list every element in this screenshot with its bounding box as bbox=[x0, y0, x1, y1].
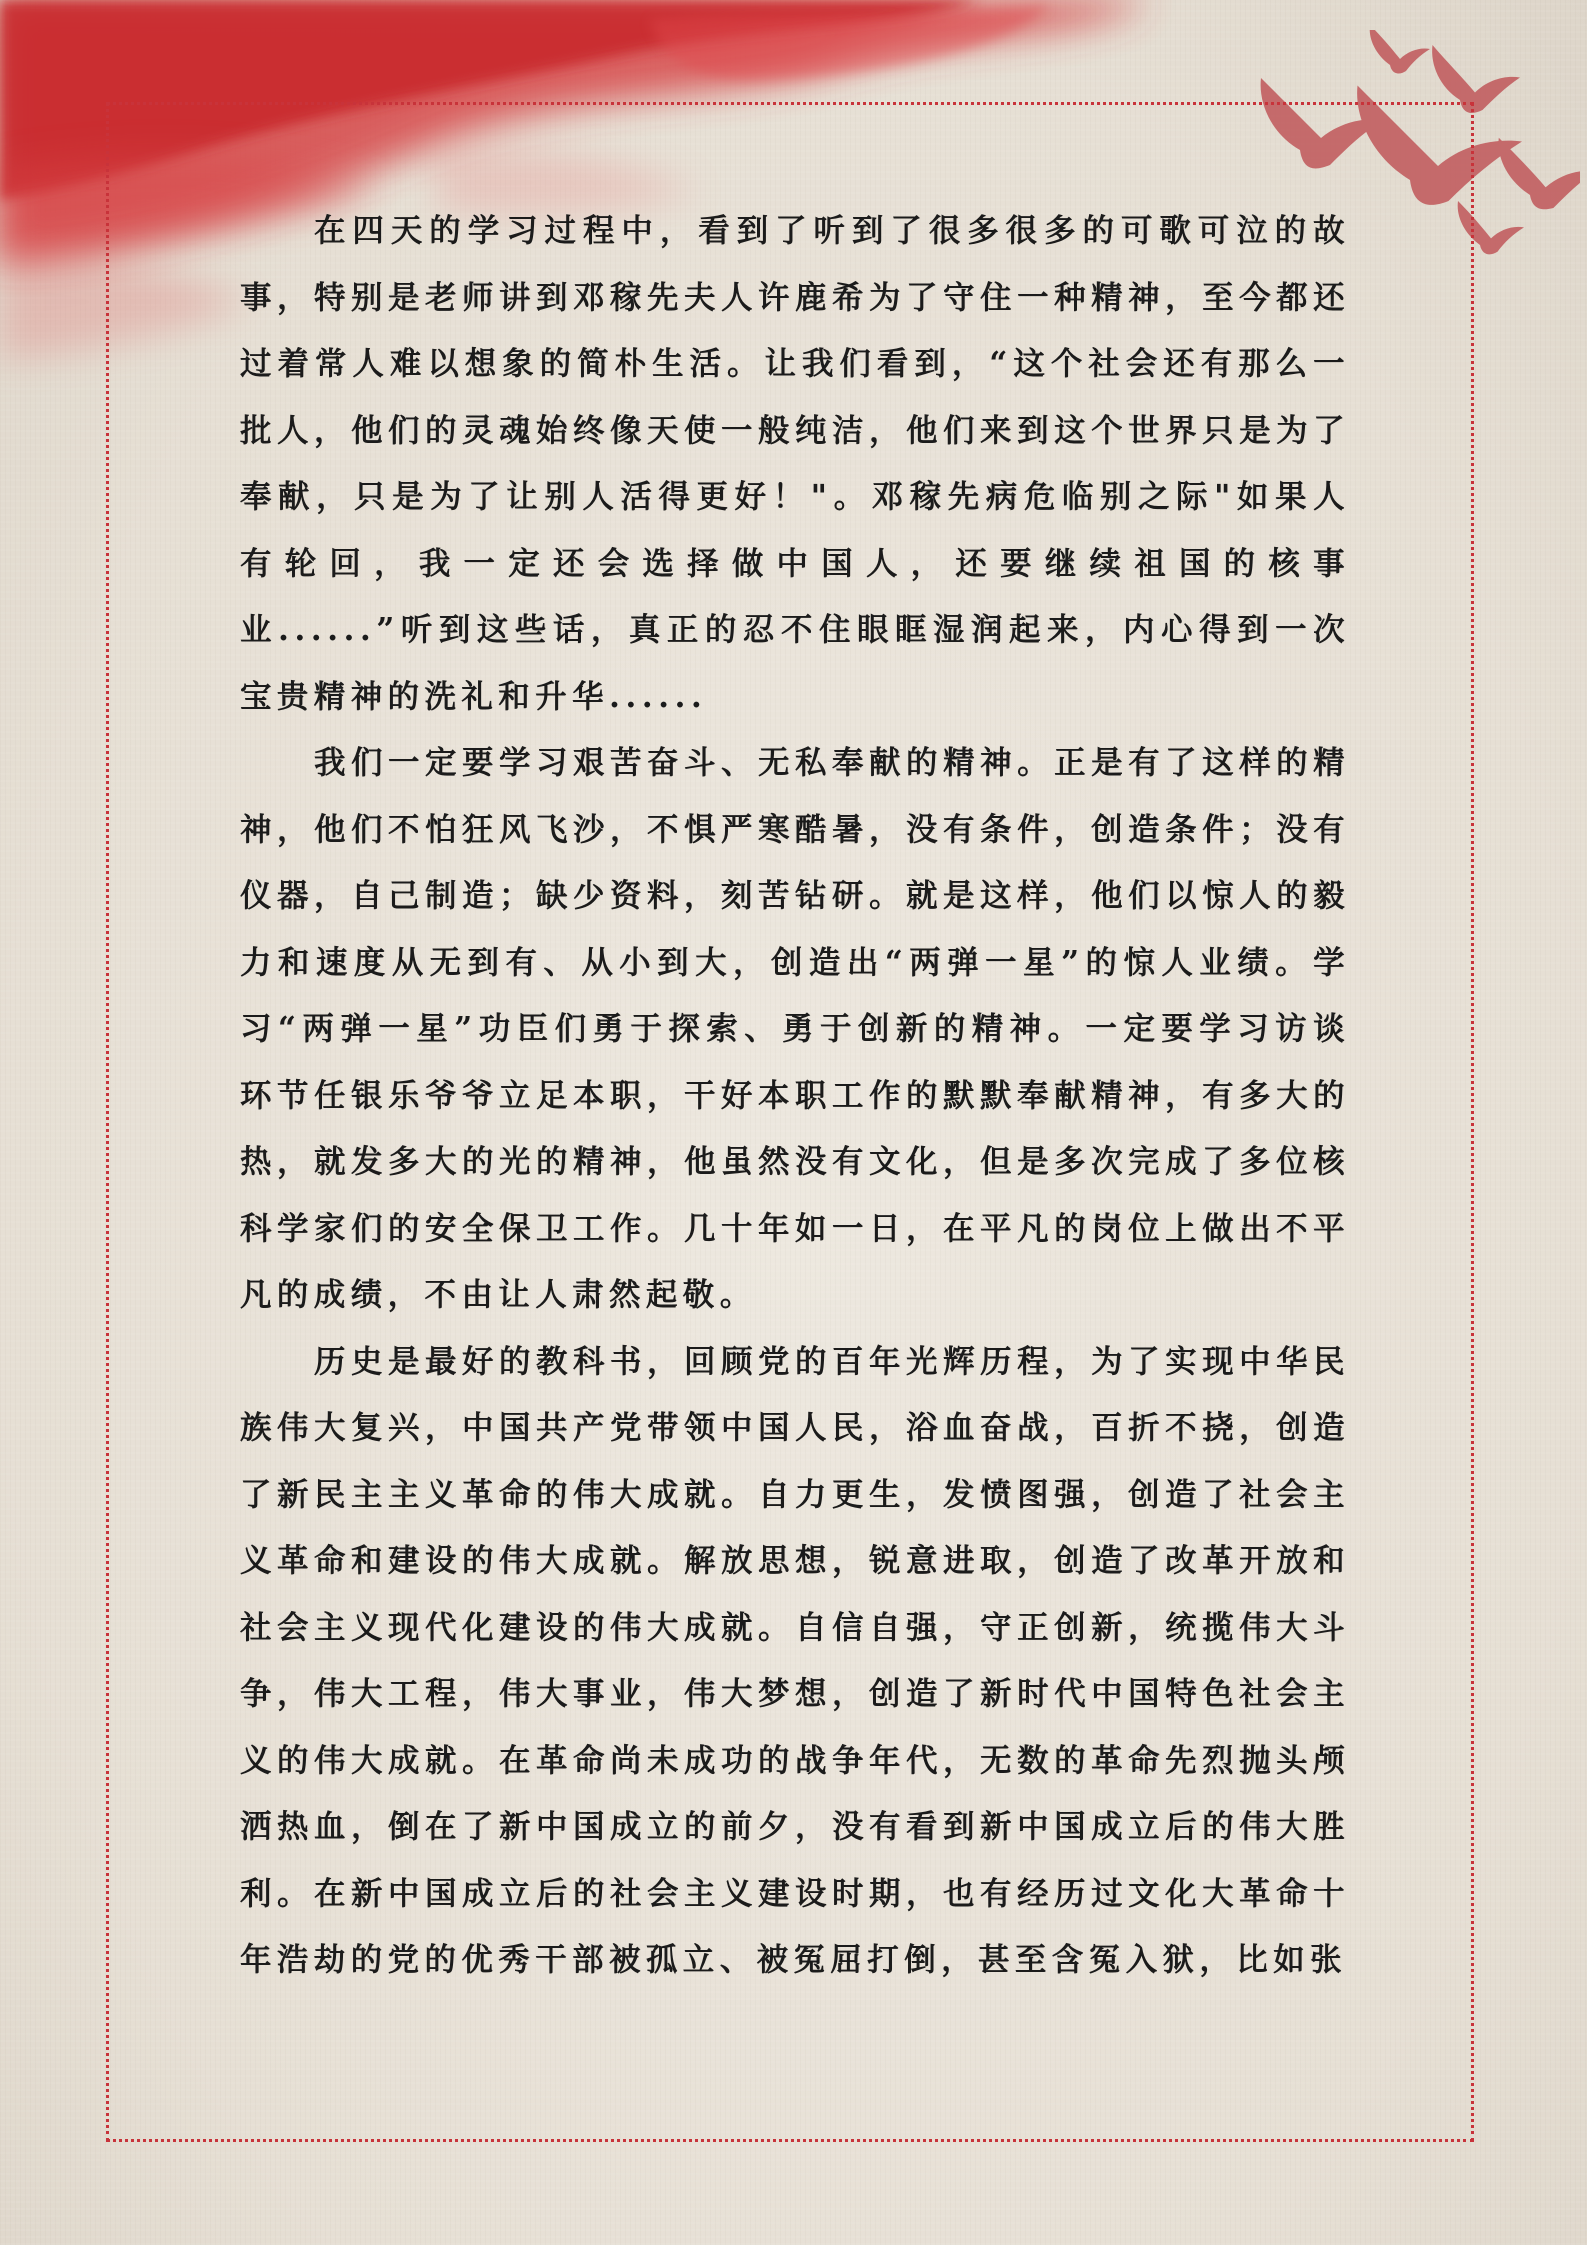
paragraph-1: 在四天的学习过程中，看到了听到了很多很多的可歌可泣的故事，特别是老师讲到邓稼先夫人许鹿希为了守住一种精神，至今都还过着常人难以想象的简朴生活。让我们看到，“这个社会还有那么一批人，他们的灵魂始终像天使一般纯洁，他们来到这个世界只是为了奉献，只是为了让别人活得更好！"。邓稼先病危临别之际"如果人有轮回，我一定还会选择做中国人，还要继续祖国的核事业......”听到这些话，真正的忍不住眼眶湿润起来，内心得到一次宝贵精神的洗礼和升华...... bbox=[240, 212, 1350, 715]
paragraph-3: 历史是最好的教科书，回顾党的百年光辉历程，为了实现中华民族伟大复兴，中国共产党带领中国人民，浴血奋战，百折不挠，创造了新民主主义革命的伟大成就。自力更生，发愤图强，创造了社会主义革命和建设的伟大成就。解放思想，锐意进取，创造了改革开放和社会主义现代化建设的伟大成就。自信自强，守正创新，统揽伟大斗争，伟大工程，伟大事业，伟大梦想，创造了新时代中国特色社会主义的伟大成就。在革命尚未成功的战争年代，无数的革命先烈抛头颅洒热血，倒在了新中国成立的前夕，没有看到新中国成立后的伟大胜利。在新中国成立后的社会主义建设时期，也有经历过文化大革命十年浩劫的党的优秀干部被孤立、被冤屈打倒，甚至含冤入狱，比如张 bbox=[240, 1342, 1350, 1978]
article-body bbox=[240, 198, 1350, 1994]
paragraph-2: 我们一定要学习艰苦奋斗、无私奉献的精神。正是有了这样的精神，他们不怕狂风飞沙，不惧严寒酷暑，没有条件，创造条件；没有仪器，自己制造；缺少资料，刻苦钻研。就是这样，他们以惊人的毅力和速度从无到有、从小到大，创造出“两弹一星”的惊人业绩。学习“两弹一星”功臣们勇于探索、勇于创新的精神。一定要学习访谈环节任银乐爷爷立足本职，干好本职工作的默默奉献精神，有多大的热，就发多大的光的精神，他虽然没有文化，但是多次完成了多位核科学家们的安全保卫工作。几十年如一日，在平凡的岗位上做出不平凡的成绩，不由让人肃然起敬。 bbox=[240, 744, 1350, 1313]
